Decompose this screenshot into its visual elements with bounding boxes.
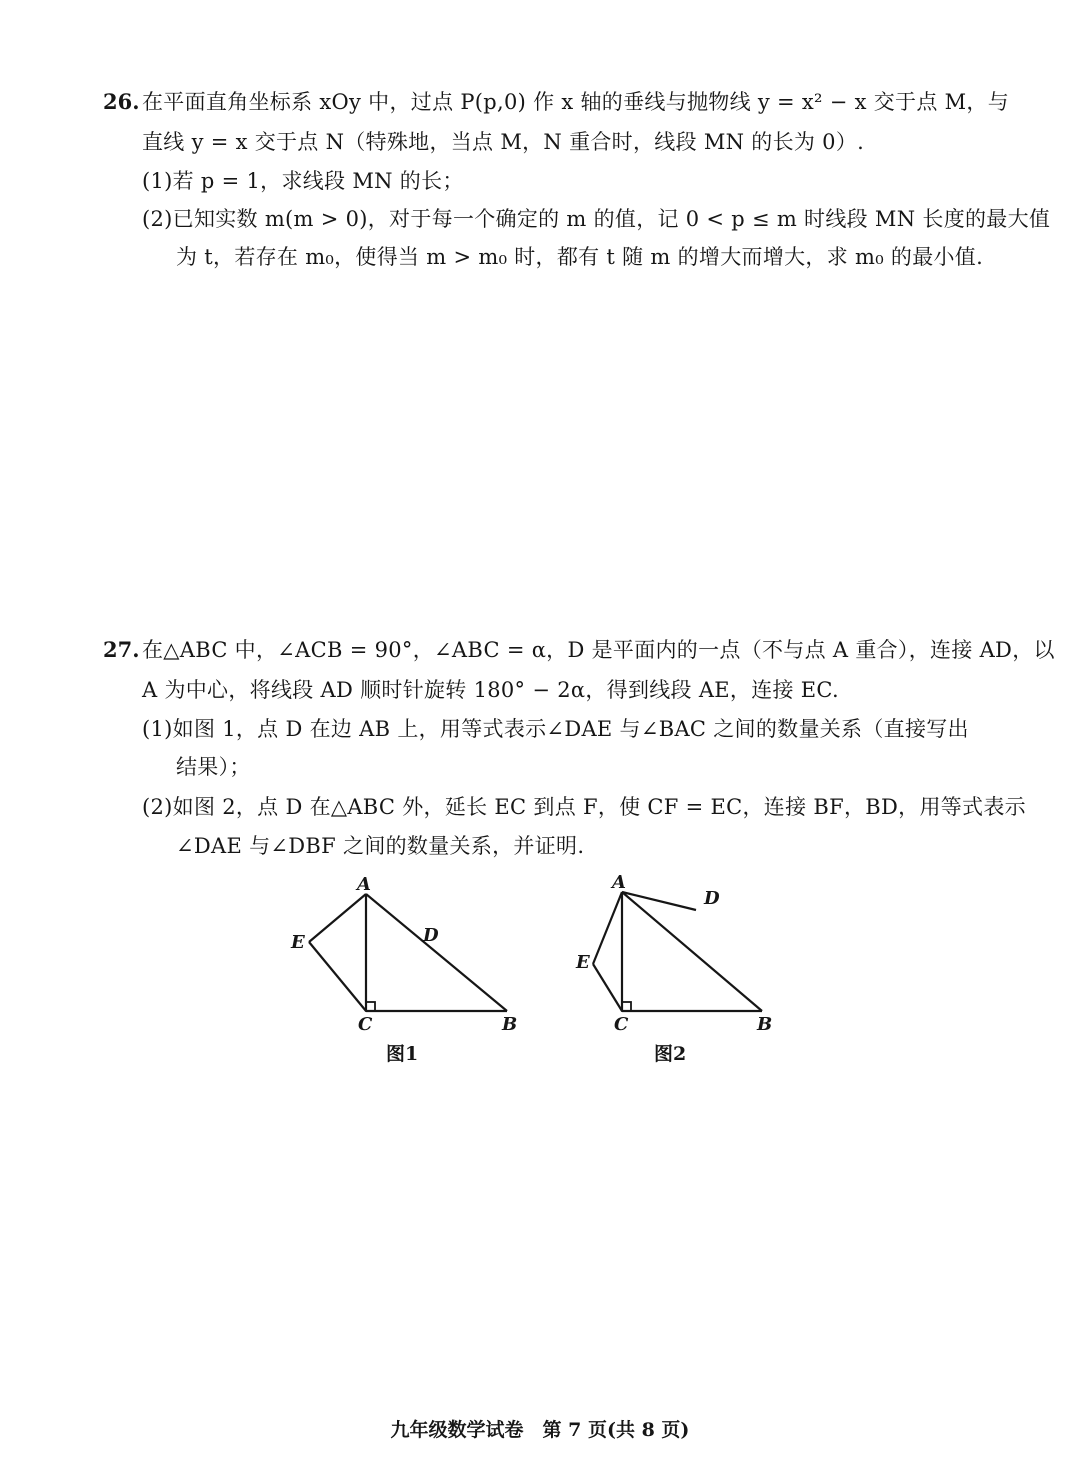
q26-line-5: 为 t，若存在 m₀，使得当 m > m₀ 时，都有 t 随 m 的增大而增大，求 m₀ 的最小值. bbox=[176, 245, 984, 269]
q27-number: 27. bbox=[103, 637, 140, 662]
q26-number: 26. bbox=[103, 89, 140, 114]
q27-line-3: (1)如图 1，点 D 在边 AB 上，用等式表示∠DAE 与∠BAC 之间的数量关系（直接写出 bbox=[142, 717, 969, 741]
fig1-label-C: C bbox=[358, 1014, 373, 1035]
figure-2-lines bbox=[593, 892, 762, 1011]
fig1-label-A: A bbox=[357, 874, 371, 895]
q27-line-4: 结果）； bbox=[176, 755, 251, 779]
fig2-label-C: C bbox=[614, 1014, 629, 1035]
q27-line-6: ∠DAE 与∠DBF 之间的数量关系，并证明. bbox=[176, 834, 585, 858]
figure-1-caption: 图1 bbox=[386, 1043, 419, 1065]
q26-line-3: (1)若 p = 1，求线段 MN 的长； bbox=[142, 169, 464, 193]
fig1-label-E: E bbox=[291, 932, 305, 953]
fig1-label-B: B bbox=[502, 1014, 518, 1035]
figure-1-lines bbox=[309, 894, 507, 1011]
fig2-label-E: E bbox=[576, 952, 590, 973]
figure-2 bbox=[570, 868, 790, 1038]
q26-line-1: 在平面直角坐标系 xOy 中，过点 P(p,0) 作 x 轴的垂线与抛物线 y = x² − x 交于点 M，与 bbox=[142, 90, 1009, 114]
fig2-label-B: B bbox=[757, 1014, 773, 1035]
fig1-label-D: D bbox=[423, 925, 439, 946]
q26-line-4: (2)已知实数 m(m > 0)，对于每一个确定的 m 的值，记 0 < p ≤ m 时线段 MN 长度的最大值 bbox=[142, 207, 1051, 231]
q27-line-2: A 为中心，将线段 AD 顺时针旋转 180° − 2α，得到线段 AE，连接 EC. bbox=[142, 678, 840, 702]
q27-line-5: (2)如图 2，点 D 在△ABC 外，延长 EC 到点 F，使 CF = EC，连接 BF，BD，用等式表示 bbox=[142, 795, 1026, 819]
fig2-label-D: D bbox=[704, 888, 720, 909]
page-footer: 九年级数学试卷 第 7 页(共 8 页) bbox=[390, 1419, 690, 1441]
q27-line-1: 在△ABC 中，∠ACB = 90°，∠ABC = α，D 是平面内的一点（不与点 A 重合），连接 AD，以 bbox=[142, 638, 1055, 662]
fig2-label-A: A bbox=[612, 872, 626, 893]
figure-2-caption: 图2 bbox=[654, 1043, 687, 1065]
figure-1 bbox=[280, 872, 540, 1042]
q26-line-2: 直线 y = x 交于点 N（特殊地，当点 M，N 重合时，线段 MN 的长为 0）. bbox=[142, 130, 865, 154]
